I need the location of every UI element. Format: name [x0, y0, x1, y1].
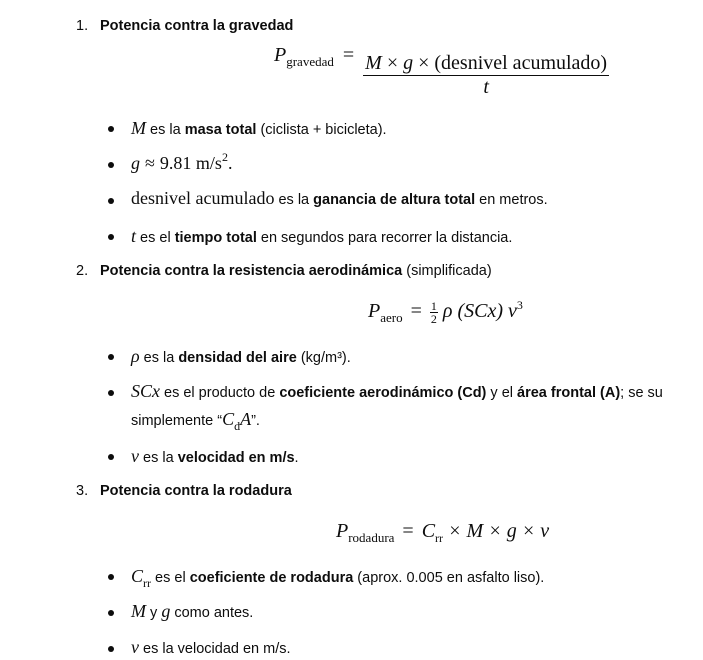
bullet	[108, 354, 114, 360]
bullet	[108, 234, 114, 240]
section-1-title: Potencia contra la gravedad	[100, 18, 294, 34]
list-item: M es la masa total (ciclista + bicicleta).	[131, 118, 387, 138]
bullet	[108, 610, 114, 616]
section-3-title: Potencia contra la rodadura	[100, 483, 292, 499]
list-item: desnivel acumulado es la ganancia de altura total en metros.	[131, 188, 548, 208]
bullet	[108, 646, 114, 652]
bullet	[108, 390, 114, 396]
bullet	[108, 162, 114, 168]
list-item: v es la velocidad en m/s.	[131, 446, 299, 466]
list-item: ρ es la densidad del aire (kg/m³).	[131, 346, 351, 366]
section-3-number: 3.	[76, 483, 89, 499]
bullet	[108, 126, 114, 132]
bullet	[108, 574, 114, 580]
rolling-equation: $P_{rodadura} = C_{rr} \times M \times g \times v$	[336, 520, 550, 545]
list-item: $C_{rr}$ es el coeficiente de rodadura (aprox. 0.005 en asfalto liso).	[131, 566, 545, 590]
section-2-number: 2.	[76, 263, 89, 279]
list-item: SCx es el producto de coeficiente aerodinámico (Cd) y el área frontal (A); se su	[131, 381, 663, 401]
list-item: g ≈ 9.81 $m/s^2$.	[131, 150, 233, 173]
aero-equation: $P_{aero}$ = $\frac{1}{2}$ ρ (SCx) $v^3$	[368, 298, 523, 326]
list-item: M y g como antes.	[131, 601, 254, 621]
section-1-number: 1.	[76, 18, 89, 34]
gravity-equation: $P_{gravedad}$ = $\frac{\text{M × g × (desnivel acumulado)}}{t}$	[274, 44, 608, 98]
section-2-title: Potencia contra la resistencia aerodinámica (simplificada)	[100, 263, 492, 279]
list-item: v es la velocidad en m/s.	[131, 637, 291, 657]
bullet	[108, 198, 114, 204]
bullet	[108, 454, 114, 460]
list-item: t es el tiempo total en segundos para recorrer la distancia.	[131, 226, 513, 246]
list-item-continuation: simplemente “$C_dA$”.	[131, 409, 260, 433]
